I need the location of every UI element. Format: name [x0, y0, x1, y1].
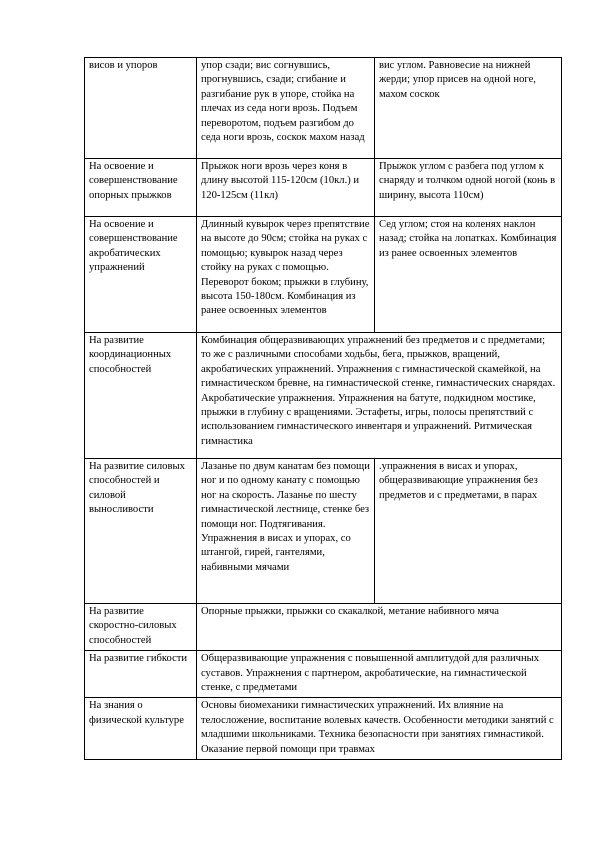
row-label: На развитие гибкости — [85, 651, 197, 698]
row-label: На развитие силовых способностей и силовой выносливости — [85, 459, 197, 604]
row-label: висов и упоров — [85, 58, 197, 159]
exercises-cell: .упражнения в висах и упорах, общеразвивающие упражнения без предметов и с предметами, в парах — [375, 459, 562, 604]
table-row — [85, 217, 562, 333]
table-row — [85, 698, 562, 760]
exercises-cell: упор сзади; вис согнувшись, прогнувшись, сзади; сгибание и разгибание рук в упоре, стойка на плечах из седа ноги врозь. Подъем переворотом, подъем разгибом до седа ноги врозь, соскок махом назад — [197, 58, 375, 159]
exercises-cell: Прыжок углом с разбега под углом к снаряду и толчком одной ногой (конь в ширину, высота 110см) — [375, 159, 562, 217]
row-label: На освоение и совершенствование опорных прыжков — [85, 159, 197, 217]
row-label: На развитие скоростно-силовых способностей — [85, 604, 197, 651]
table-row — [85, 333, 562, 459]
row-label: На знания о физической культуре — [85, 698, 197, 760]
row-label: На освоение и совершенствование акробатических упражнений — [85, 217, 197, 333]
table-row — [85, 159, 562, 217]
gymnastics-program-table — [84, 57, 562, 760]
exercises-cell: Общеразвивающие упражнения с повышенной амплитудой для различных суставов. Упражнения с партнером, акробатические, на гимнастической стенке, с предметами — [197, 651, 562, 698]
exercises-cell: вис углом. Равновесие на нижней жерди; упор присев на одной ноге, махом соскок — [375, 58, 562, 159]
exercises-cell: Длинный кувырок через препятствие на высоте до 90см; стойка на руках с помощью; кувырок назад через стойку на руках с помощью. Переворот боком; прыжки в глубину, высота 150-180см. Комбинация из ранее освоенных элементов — [197, 217, 375, 333]
table-row — [85, 604, 562, 651]
table-row — [85, 459, 562, 604]
exercises-cell: Сед углом; стоя на коленях наклон назад; стойка на лопатках. Комбинация из ранее освоенных элементов — [375, 217, 562, 333]
exercises-cell: Прыжок ноги врозь через коня в длину высотой 115-120см (10кл.) и 120-125см (11кл) — [197, 159, 375, 217]
exercises-cell: Основы биомеханики гимнастических упражнений. Их влияние на телосложение, воспитание волевых качеств. Особенности методики занятий с младшими школьниками. Техника безопасности при занятиях гимнастикой. Оказание первой помощи при травмах — [197, 698, 562, 760]
exercises-cell: Лазанье по двум канатам без помощи ног и по одному канату с помощью ног на скорость. Лазанье по шесту гимнастической лестнице, стенке без помощи ног. Подтягивания. Упражнения в висах и упорах, со штангой, гирей, гантелями, набивными мячами — [197, 459, 375, 604]
table-row — [85, 58, 562, 159]
table-row — [85, 651, 562, 698]
exercises-cell: Опорные прыжки, прыжки со скакалкой, метание набивного мяча — [197, 604, 562, 651]
row-label: На развитие координационных способностей — [85, 333, 197, 459]
exercises-cell: Комбинация общеразвивающих упражнений без предметов и с предметами; то же с различными способами ходьбы, бега, прыжков, вращений, акробатических упражнений. Упражнения с гимнастической скамейкой, на гимнастическом бревне, на гимнастической стенке, гимнастических снарядах. Акробатические упражнения. Упражнения на батуте, подкидном мостике, прыжки в глубину с вращениями. Эстафеты, игры, полосы препятствий с использованием гимнастического инвентаря и упражнений. Ритмическая гимнастика — [197, 333, 562, 459]
